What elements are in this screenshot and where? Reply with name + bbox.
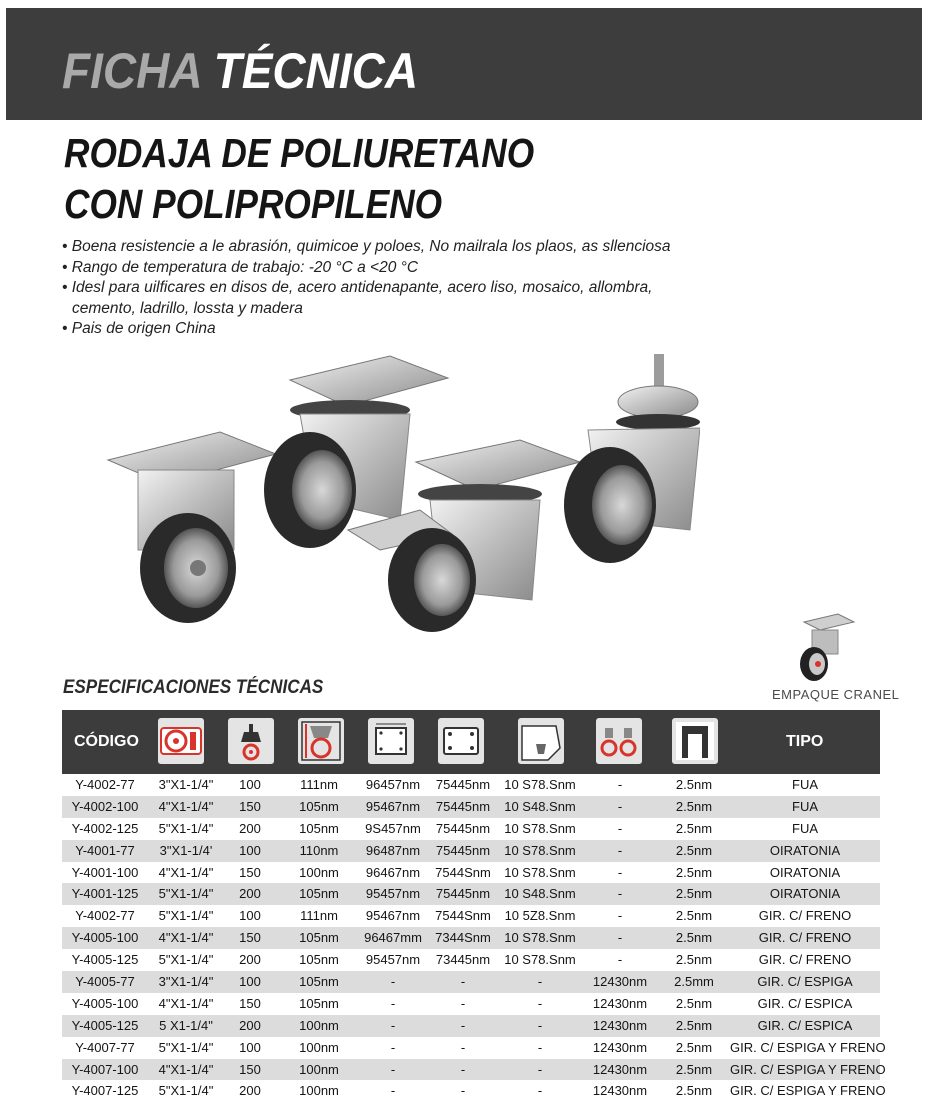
cell-thickness: 2.5nm [675,1061,713,1077]
cell-load: 150 [239,995,261,1011]
cell-code: Y-4001-100 [71,864,139,880]
cell-load: 200 [239,1083,261,1099]
stem-bracket-icon [672,718,718,764]
feature-item: • Rango de temperatura de trabajo: -20 °C a <20 °C [60,258,700,279]
cell-plate: 96467mm [364,930,422,946]
cell-size: 5 X1-1/4" [159,1017,213,1033]
cell-code: Y-4007-77 [75,1039,135,1055]
cell-spacing: - [537,995,543,1011]
cell-height: 105nm [299,798,339,814]
cell-thickness: 2.5nm [675,930,713,946]
cell-load: 150 [239,864,261,880]
cell-spacing: 10 S78.Snm [504,820,576,836]
cell-size: 5"X1-1/4" [158,908,214,924]
table-row [62,1059,886,1081]
cell-spacing: 10 S78.Snm [504,864,576,880]
cell-load: 100 [239,974,261,990]
cell-hole: - [460,1061,466,1077]
cell-size: 5"X1-1/4" [158,1083,214,1099]
cell-spacing: - [537,1017,543,1033]
plate-hole-icon [438,718,484,764]
cell-code: Y-4005-100 [71,995,139,1011]
cell-plate: 96457nm [365,777,421,792]
cell-stem: - [617,886,623,902]
cell-load: 200 [239,1017,261,1033]
cell-code: Y-4002-125 [71,820,139,836]
cell-load: 150 [239,798,261,814]
cell-load: 150 [239,1061,261,1077]
cell-type: GIR. C/ ESPIGA Y FRENO [730,1039,886,1055]
cell-plate: 96487nm [365,842,421,858]
cell-spacing: - [537,1039,543,1055]
cell-type: OIRATONIA [769,886,841,902]
plate-outer-icon [368,718,414,764]
feature-item: • Boena resistencie a le abrasión, quimicoe y poloes, No mailrala los plaos, as sllenciosa [60,237,700,258]
cell-type: GIR. C/ ESPIGA Y FRENO [730,1061,886,1077]
cell-size: 4"X1-1/4" [158,995,214,1011]
swivel-brake-icon [596,718,642,764]
cell-height: 111nm [300,777,338,792]
caster-fixed [108,432,276,623]
cell-load: 100 [239,777,261,792]
cell-thickness: 2.5nm [675,820,713,836]
cell-code: Y-4002-100 [71,798,139,814]
cell-size: 5"X1-1/4" [158,886,214,902]
packaging-label: EMPAQUE CRANEL [772,687,900,702]
cell-thickness: 2.5nm [675,908,713,924]
cell-plate: 95467nm [365,908,421,924]
cell-hole: 75445nm [435,820,491,836]
cell-type: GIR. C/ ESPIGA [757,974,853,990]
cell-height: 100nm [299,1083,339,1099]
cell-size: 5"X1-1/4" [158,820,214,836]
cell-load: 200 [239,952,261,968]
cell-hole: - [460,1083,466,1099]
cell-type: GIR. C/ ESPICA [757,1017,853,1033]
cell-size: 4"X1-1/4" [158,864,214,880]
cell-type: GIR. C/ ESPIGA Y FRENO [730,1083,886,1099]
cell-stem: 12430nm [592,1083,648,1099]
feature-item: • Pais de origen China [60,319,700,340]
table-row [62,905,880,927]
cell-size: 3"X1-1/4' [159,842,213,858]
cell-plate: 9S457nm [365,820,421,836]
cell-thickness: 2.5nm [675,864,713,880]
feature-item: • Idesl para uilficares en disos de, acero antidenapante, acero liso, mosaico, allombra, cemento, ladrillo, lossta y madera [60,278,700,319]
cell-stem: 12430nm [592,974,648,990]
table-row [62,971,880,993]
cell-type: OIRATONIA [769,864,841,880]
cell-thickness: 2.5nm [675,798,713,814]
table-row [62,840,880,862]
cell-hole: 7544Snm [435,864,491,880]
product-title: RODAJA DE POLIURETANO CON POLIPROPILENO [64,130,535,227]
cell-type: GIR. C/ FRENO [758,952,852,968]
cell-height: 100nm [299,864,339,880]
cell-stem: - [617,777,623,792]
cell-spacing: - [537,1061,543,1077]
product-image [100,350,700,650]
table-body [62,774,886,1102]
header-code: CÓDIGO [74,733,139,750]
cell-load: 200 [239,886,261,902]
cell-plate: 95457nm [365,952,421,968]
cell-spacing: 10 S78.Snm [504,930,576,946]
cell-plate: - [390,1017,396,1033]
cell-plate: 96467nm [365,864,421,880]
cell-stem: 12430nm [592,1039,648,1055]
cell-code: Y-4005-100 [71,930,139,946]
cell-spacing: 10 S78.Snm [504,952,576,968]
wheel-size-icon [158,718,204,764]
cell-stem: - [617,930,623,946]
cell-hole: 7544Snm [435,908,491,924]
cell-thickness: 2.5nm [675,1017,713,1033]
table-row [62,1037,886,1059]
cell-thickness: 2.5nm [675,1039,713,1055]
cell-size: 4"X1-1/4" [158,1061,214,1077]
cell-thickness: 2.5nm [675,1083,713,1099]
cell-thickness: 2.5nm [675,777,713,792]
cell-stem: - [617,820,623,836]
cell-height: 100nm [299,1061,339,1077]
cell-hole: 75445nm [435,886,491,902]
cell-size: 5"X1-1/4" [158,1039,214,1055]
cell-load: 100 [239,908,261,924]
cell-hole: - [460,1039,466,1055]
cell-load: 100 [239,842,261,858]
cell-plate: - [390,1061,396,1077]
cell-type: GIR. C/ FRENO [758,930,852,946]
cell-spacing: 10 S78.Snm [504,842,576,858]
cell-code: Y-4002-77 [75,908,135,924]
cell-code: Y-4005-77 [75,974,135,990]
cell-stem: - [617,908,623,924]
table-row [62,993,880,1015]
cell-height: 105nm [299,974,339,990]
cell-thickness: 2.5nm [675,952,713,968]
title-part-1: FICHA [62,43,201,99]
cell-load: 150 [239,930,261,946]
cell-hole: 75445nm [435,777,491,792]
cell-code: Y-4001-77 [75,842,135,858]
features-list [60,237,700,340]
bolt-spacing-icon [518,718,564,764]
cell-thickness: 2.5nm [675,886,713,902]
cell-spacing: 10 S48.Snm [504,798,576,814]
cell-stem: - [617,952,623,968]
cell-type: FUA [792,820,818,836]
cell-stem: 12430nm [592,995,648,1011]
table-row [62,927,880,949]
cell-spacing: - [537,974,543,990]
cell-code: Y-4005-125 [71,952,139,968]
cell-spacing: 10 5Z8.Snm [504,908,576,924]
caster-stem [564,354,700,563]
cell-load: 100 [239,1039,261,1055]
table-row [62,862,880,884]
specs-heading: ESPECIFICACIONES TÉCNICAS [63,677,324,698]
cell-hole: - [460,995,466,1011]
cell-code: Y-4007-100 [71,1061,139,1077]
cell-type: GIR. C/ FRENO [758,908,852,924]
cell-size: 3"X1-1/4" [158,974,214,990]
cell-size: 3"X1-1/4" [158,777,214,792]
wheel-height-icon [298,718,344,764]
cell-code: Y-4005-125 [71,1017,139,1033]
cell-type: GIR. C/ ESPICA [757,995,853,1011]
table-row [62,949,880,971]
cell-height: 105nm [299,952,339,968]
cell-height: 111nm [300,908,338,924]
cell-spacing: 10 S78.Snm [504,777,576,792]
cell-type: FUA [792,798,818,814]
cell-plate: 95457nm [365,886,421,902]
cell-height: 105nm [299,820,339,836]
table-header [62,710,880,774]
cell-hole: - [460,1017,466,1033]
cell-spacing: - [537,1083,543,1099]
specs-table [62,710,886,1102]
cell-code: Y-4002-77 [75,777,135,792]
cell-stem: - [617,842,623,858]
cell-stem: - [617,864,623,880]
cell-spacing: 10 S48.Snm [504,886,576,902]
cell-thickness: 2.5nm [675,842,713,858]
packaging-caster-image [790,612,860,684]
cell-height: 105nm [299,930,339,946]
cell-height: 105nm [299,886,339,902]
cell-height: 105nm [299,995,339,1011]
cell-load: 200 [239,820,261,836]
cell-hole: - [460,974,466,990]
cell-code: Y-4007-125 [71,1083,139,1099]
cell-height: 110nm [299,842,339,858]
cell-height: 100nm [299,1039,339,1055]
cell-size: 4"X1-1/4" [158,798,214,814]
cell-hole: 73445nm [435,952,491,968]
cell-size: 5"X1-1/4" [158,952,214,968]
cell-stem: 12430nm [592,1017,648,1033]
cell-hole: 7344Snm [435,930,491,946]
title-part-2: TÉCNICA [213,43,419,99]
cell-type: OIRATONIA [769,842,841,858]
table-row [62,1080,886,1102]
cell-stem: 12430nm [592,1061,648,1077]
cell-thickness: 2.5nm [675,995,713,1011]
cell-plate: - [390,1039,396,1055]
page-title [62,42,418,100]
header-type: TIPO [786,733,824,750]
cell-plate: 95467nm [365,798,421,814]
cell-plate: - [390,974,396,990]
cell-code: Y-4001-125 [71,886,139,902]
cell-height: 100nm [299,1017,339,1033]
cell-hole: 75445nm [435,842,491,858]
table-row [62,774,880,796]
table-row [62,1015,880,1037]
cell-plate: - [390,995,396,1011]
load-capacity-icon [228,718,274,764]
cell-type: FUA [792,777,818,792]
cell-stem: - [617,798,623,814]
cell-thickness: 2.5mm [674,974,714,990]
cell-hole: 75445nm [435,798,491,814]
cell-size: 4"X1-1/4" [158,930,214,946]
table-row [62,818,880,840]
cell-plate: - [390,1083,396,1099]
table-row [62,883,880,905]
table-row [62,796,880,818]
